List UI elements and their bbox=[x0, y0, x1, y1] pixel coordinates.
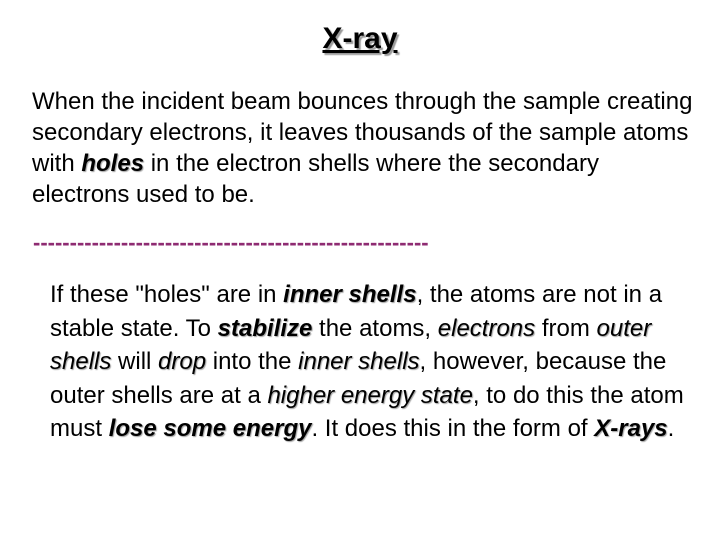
emphasis-x-rays: X-rays bbox=[594, 415, 668, 442]
emphasis-outer-shells: outer shells bbox=[50, 314, 652, 375]
text-segment: the atoms, bbox=[312, 314, 438, 342]
text-segment: in the electron shells where the secondary electrons used to be. bbox=[32, 150, 599, 208]
emphasis-lose-some-energy: lose some energy bbox=[108, 415, 312, 442]
emphasis-inner-shells: inner shells bbox=[283, 281, 417, 308]
emphasis-inner-shells-2: inner shells bbox=[298, 348, 420, 375]
text-segment: , to do this the atom must bbox=[50, 381, 684, 442]
text-segment: , however, because the outer shells are at a bbox=[50, 348, 667, 409]
text-segment: When the incident beam bounces through the sample creating secondary electrons, it leaves thousands of the sample atoms with bbox=[32, 88, 693, 177]
emphasis-stabilize: stabilize bbox=[217, 314, 313, 342]
text-segment: will bbox=[111, 348, 159, 375]
text-segment: . bbox=[667, 415, 675, 442]
dashed-divider: ------------------------------------------------------ bbox=[33, 230, 429, 255]
explanation-paragraph bbox=[50, 278, 690, 446]
emphasis-holes: holes bbox=[81, 150, 145, 177]
text-segment: from bbox=[535, 314, 597, 342]
text-segment: . It does this in the form of bbox=[311, 415, 595, 442]
text-segment: into the bbox=[206, 348, 299, 375]
slide-title: X-ray bbox=[322, 22, 398, 55]
emphasis-drop: drop bbox=[158, 348, 207, 375]
emphasis-electrons: electrons bbox=[437, 314, 536, 342]
intro-paragraph bbox=[32, 86, 702, 210]
emphasis-higher-energy-state: higher energy state bbox=[267, 381, 473, 409]
text-segment: If these "holes" are in bbox=[50, 281, 284, 308]
text-segment: , the atoms are not in a stable state. To bbox=[50, 281, 663, 342]
